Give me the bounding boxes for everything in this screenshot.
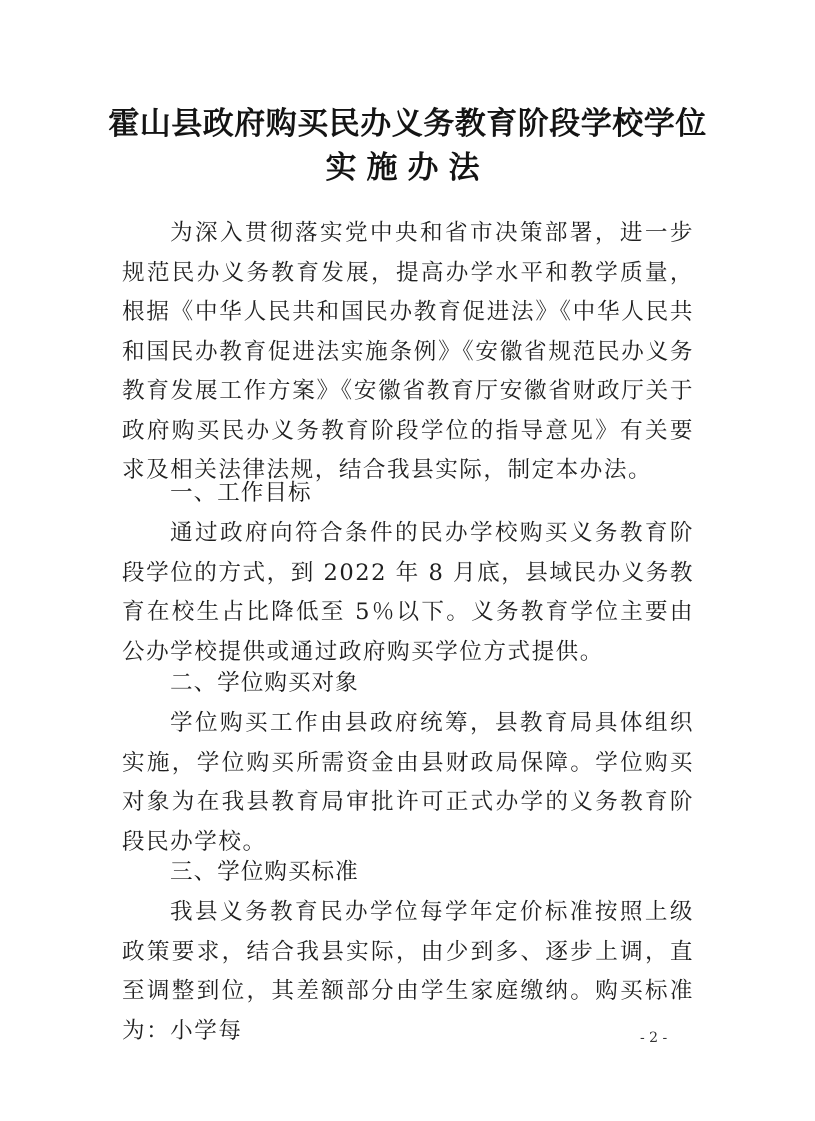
section-body-1: 通过政府向符合条件的民办学校购买义务教育阶段学位的方式，到 2022 年 8 月底，县域民办义务教育在校生占比降低至 5％以下。义务教育学位主要由公办学校提供或通过政府购买学位方式提供。 <box>122 520 694 665</box>
document-title-line1: 霍山县政府购买民办义务教育阶段学校学位 <box>108 106 707 142</box>
page-number: - 2 - <box>640 1030 668 1046</box>
section-heading-1: 一、工作目标 <box>170 480 312 506</box>
intro-paragraph: 为深入贯彻落实党中央和省市决策部署，进一步规范民办义务教育发展，提高办学水平和教学质量，根据《中华人民共和国民办教育促进法》《中华人民共和国民办教育促进法实施条例》《安徽省规范民办义务教育发展工作方案》《安徽省教育厅安徽省财政厅关于政府购买民办义务教育阶段学位的指导意见》有关要求及相关法律法规，结合我县实际，制定本办法。 <box>122 220 694 483</box>
section-body-2: 学位购买工作由县政府统筹，县教育局具体组织实施，学位购买所需资金由县财政局保障。学位购买对象为在我县教育局审批许可正式办学的义务教育阶段民办学校。 <box>122 710 694 855</box>
section-heading-2: 二、学位购买对象 <box>170 670 359 696</box>
section-body-3: 我县义务教育民办学位每学年定价标准按照上级政策要求，结合我县实际，由少到多、逐步上调，直至调整到位，其差额部分由学生家庭缴纳。购买标准为：小学每 <box>122 899 694 1044</box>
section-heading-3: 三、学位购买标准 <box>170 859 359 885</box>
document-title-line2: 实施办法 <box>325 150 490 186</box>
